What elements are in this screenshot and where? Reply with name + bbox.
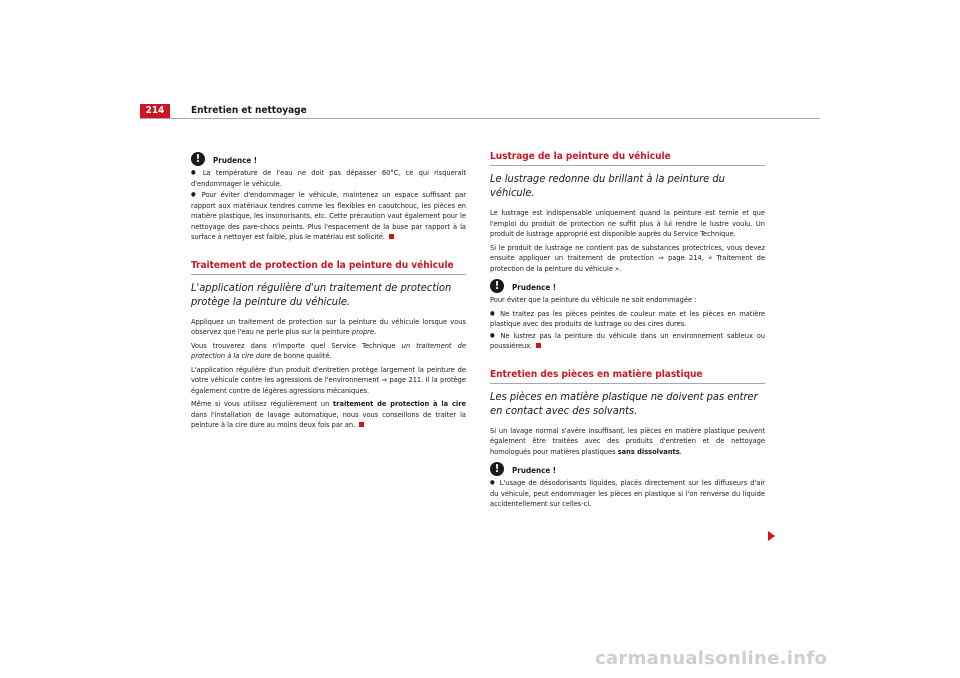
page-number: 214 [140,104,170,118]
paragraph: L'application régulière d'un produit d'entretien protège largement la peinture de votre véhicule contre les agressions de l'environnement ⇒ page 211. Il la protège également contre de légères agressions mécaniques. [191,364,466,395]
section-plastic-care [490,368,765,458]
paragraph: Vous trouverez dans n'importe quel Service Technique un traitement de protection à la cire dure de bonne qualité. [191,340,466,360]
red-square-icon [536,343,541,348]
paragraph: Appliquez un traitement de protection sur la peinture du véhicule lorsque vous observez que l'eau ne perle plus sur la peinture propre. [191,316,466,336]
section-heading: Lustrage de la peinture du véhicule [490,150,765,166]
right-column [490,150,765,514]
section-heading: Entretien des pièces en matière plastique [490,368,765,384]
warning-title: Prudence ! [512,466,557,475]
left-column [191,150,466,434]
exclamation-circle-icon: ! [490,462,504,476]
page-header-title: Entretien et nettoyage [191,105,307,116]
warning-bullet: ● Pour éviter d'endommager le véhicule, maintenez un espace suffisant par rapport aux matériaux tendres comme les flexibles en caoutchouc, les pièces en matière plastique, les insonorisants, etc. Cette précaution vaut également pour le nettoyage des pare-chocs peints. Plus l'espacement de la buse par rapport à la surface à nettoyer est faible, plus le matériau est sollicité. [191,190,466,241]
bullet-icon: ● [490,479,496,486]
section-polishing [490,150,765,274]
section-subtitle: Le lustrage redonne du brillant à la peinture du véhicule. [490,172,725,199]
warning-bullet: ● Ne traitez pas les pièces peintes de couleur mate et les pièces en matière plastique avec des produits de lustrage ou des cires dures. [490,308,765,328]
warning-title: Prudence ! [512,283,557,292]
header-rule [140,118,820,119]
section-subtitle: L'application régulière d'un traitement de protection protège la peinture du véhicule. [191,280,452,308]
paragraph: Même si vous utilisez régulièrement un traitement de protection à la cire dans l'installation de lavage automatique, nous vous conseillons de traiter la peinture à la cire dure au moins deux fois par an. [191,399,466,429]
paragraph: Si un lavage normal s'avère insuffisant, les pièces en matière plastique peuvent également être traitées avec des produits d'entretien et de nettoyage homologués pour matières plastiques sans dissolvants. [490,425,765,456]
warning-bullet: ● Ne lustrez pas la peinture du véhicule dans un environnement sableux ou poussiéreux. [490,330,765,350]
exclamation-circle-icon: ! [490,279,504,293]
section-heading: Traitement de protection de la peinture du véhicule [191,259,466,275]
triangle-arrow-right-icon [768,531,775,541]
warning-box-1 [191,150,466,243]
exclamation-circle-icon: ! [191,152,205,166]
bullet-icon: ● [490,331,497,339]
warning-bullet: ● L'usage de désodorisants liquides, placés directement sur les diffuseurs d'air du véhicule, peut endommager les pièces en plastique si l'on renverse du liquide accidentellement sur celles-ci. [490,478,766,508]
red-square-icon [389,234,394,239]
bullet-icon: ● [191,169,199,176]
warning-box-2 [490,277,765,352]
paragraph: Pour éviter que la peinture du véhicule ne soit endommagée : [490,295,697,304]
warning-bullet: ● La température de l'eau ne doit pas dépasser 60°C, ce qui risquerait d'endommager le véhicule. [191,168,466,188]
warning-title: Prudence ! [213,156,258,165]
bullet-icon: ● [490,309,497,317]
paragraph: Si le produit de lustrage ne contient pas de substances protectrices, vous devez ensuite appliquer un traitement de protection ⇒ page 214, « Traitement de protection de la peinture du véhicule ». [490,242,765,273]
bullet-icon: ● [191,191,198,198]
watermark: carmanualsonline.info [595,648,828,669]
section-subtitle: Les pièces en matière plastique ne doivent pas entrer en contact avec des solvants. [490,389,758,417]
warning-box-3 [490,460,765,510]
section-paint-protection [191,259,466,431]
paragraph: Le lustrage est indispensable uniquement quand la peinture est ternie et que l'emploi du produit de protection ne suffit plus à lui rendre le lustre voulu. Un produit de lustrage approprié est disponible auprès du Service Technique. [490,208,765,238]
red-square-icon [359,422,364,427]
